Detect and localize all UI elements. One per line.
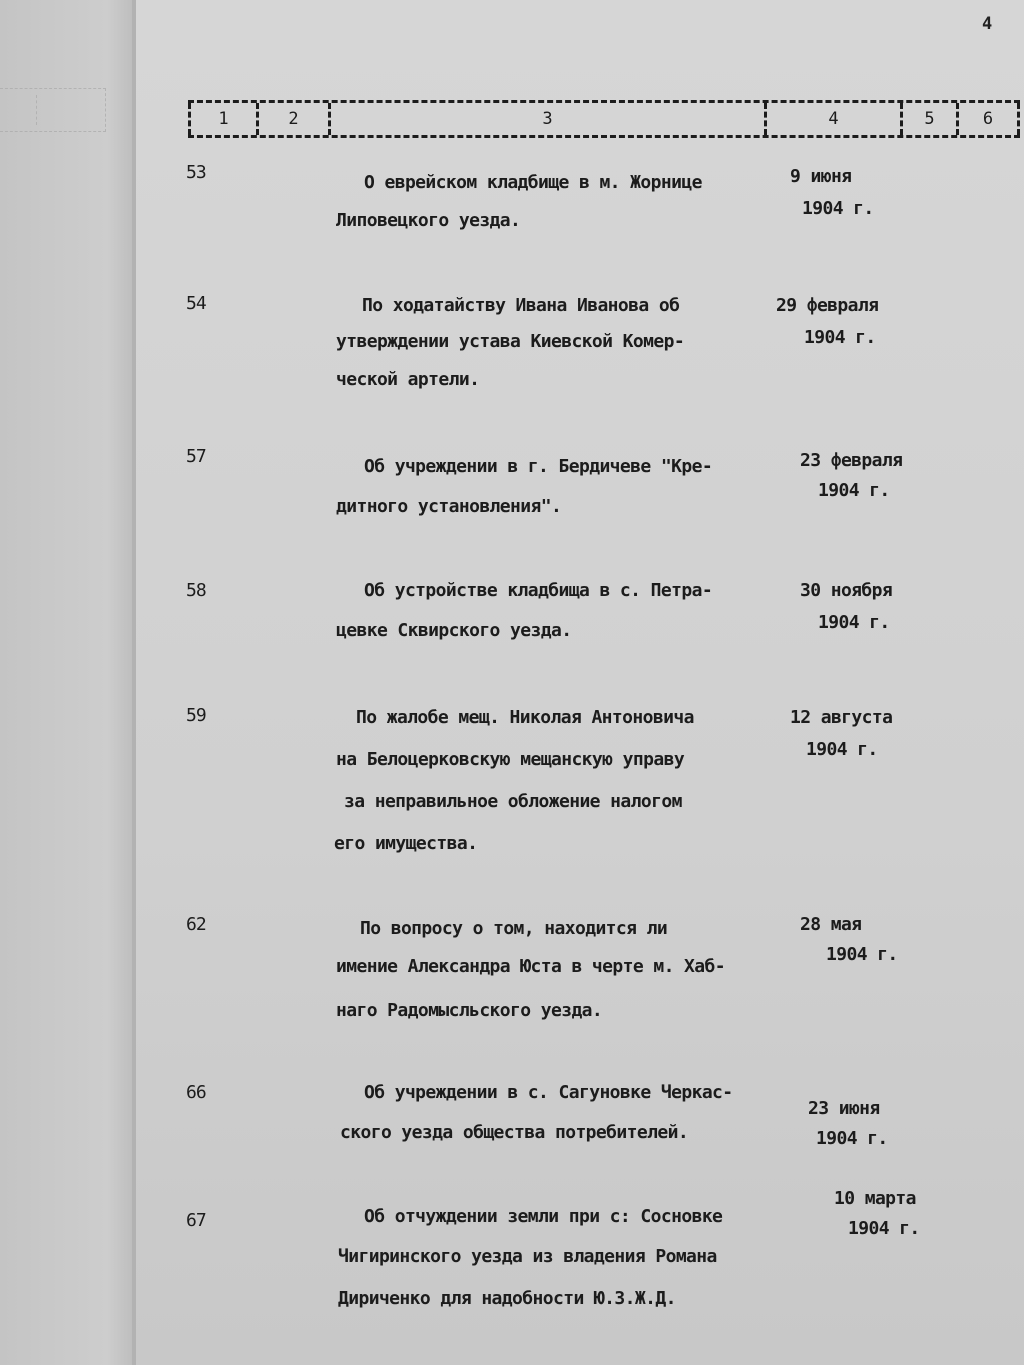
case-title-line: Об отчуждении земли при с: Сосновке xyxy=(364,1206,723,1227)
header-col-3: 3 xyxy=(328,103,764,135)
case-title-line: О еврейском кладбище в м. Жорнице xyxy=(364,172,702,193)
case-date-year: 1904 г. xyxy=(802,198,874,219)
case-title-line: на Белоцерковскую мещанскую управу xyxy=(336,749,685,770)
case-number: 66 xyxy=(186,1082,206,1103)
case-number: 62 xyxy=(186,914,206,935)
bleed-through-table xyxy=(0,88,106,132)
case-date-day: 10 марта xyxy=(834,1188,916,1209)
case-date-day: 23 июня xyxy=(808,1098,880,1119)
case-date-day: 28 мая xyxy=(800,914,862,935)
case-title-line: Об учреждении в г. Бердичеве "Кре- xyxy=(364,456,713,477)
case-title-line: за неправильное обложение налогом xyxy=(344,791,682,812)
case-title-line: дитного установления". xyxy=(336,496,562,517)
case-date-day: 12 августа xyxy=(790,707,893,728)
case-number: 67 xyxy=(186,1210,206,1231)
case-title-line: ского уезда общества потребителей. xyxy=(340,1122,689,1143)
case-title-line: наго Радомысльского уезда. xyxy=(336,1000,603,1021)
case-title-line: Об устройстве кладбища в с. Петра- xyxy=(364,580,713,601)
case-number: 53 xyxy=(186,162,206,183)
case-number: 54 xyxy=(186,293,206,314)
header-col-4: 4 xyxy=(764,103,900,135)
case-date-year: 1904 г. xyxy=(826,944,898,965)
case-number: 57 xyxy=(186,446,206,467)
case-date-year: 1904 г. xyxy=(816,1128,888,1149)
case-title-line: утверждении устава Киевской Комер- xyxy=(336,331,685,352)
case-number: 59 xyxy=(186,705,206,726)
case-date-year: 1904 г. xyxy=(818,480,890,501)
case-date-day: 9 июня xyxy=(790,166,852,187)
case-date-year: 1904 г. xyxy=(806,739,878,760)
header-col-5: 5 xyxy=(900,103,956,135)
case-date-day: 23 февраля xyxy=(800,450,903,471)
case-title-line: По жалобе мещ. Николая Антоновича xyxy=(356,707,694,728)
case-title-line: Об учреждении в с. Сагуновке Черкас- xyxy=(364,1082,733,1103)
case-date-year: 1904 г. xyxy=(848,1218,920,1239)
header-col-2: 2 xyxy=(256,103,328,135)
case-date-year: 1904 г. xyxy=(818,612,890,633)
page-number: 4 xyxy=(982,14,993,34)
case-title-line: Чигиринского уезда из владения Романа xyxy=(338,1246,717,1267)
case-date-day: 30 ноября xyxy=(800,580,893,601)
document-page xyxy=(136,0,1024,1365)
bleed-through-separator xyxy=(36,95,37,125)
case-date-day: 29 февраля xyxy=(776,295,879,316)
case-title-line: ческой артели. xyxy=(336,369,480,390)
case-title-line: цевке Сквирского уезда. xyxy=(336,620,572,641)
case-title-line: Дириченко для надобности Ю.З.Ж.Д. xyxy=(338,1288,676,1309)
case-title-line: имение Александра Юста в черте м. Хаб- xyxy=(336,956,726,977)
case-title-line: его имущества. xyxy=(334,833,478,854)
case-title-line: Липовецкого уезда. xyxy=(336,210,521,231)
adjacent-page xyxy=(0,0,134,1365)
header-col-1: 1 xyxy=(188,103,256,135)
case-title-line: По вопросу о том, находится ли xyxy=(360,918,668,939)
case-number: 58 xyxy=(186,580,206,601)
case-title-line: По ходатайству Ивана Иванова об xyxy=(362,295,680,316)
header-col-6: 6 xyxy=(956,103,1020,135)
table-header xyxy=(188,100,1020,138)
case-date-year: 1904 г. xyxy=(804,327,876,348)
